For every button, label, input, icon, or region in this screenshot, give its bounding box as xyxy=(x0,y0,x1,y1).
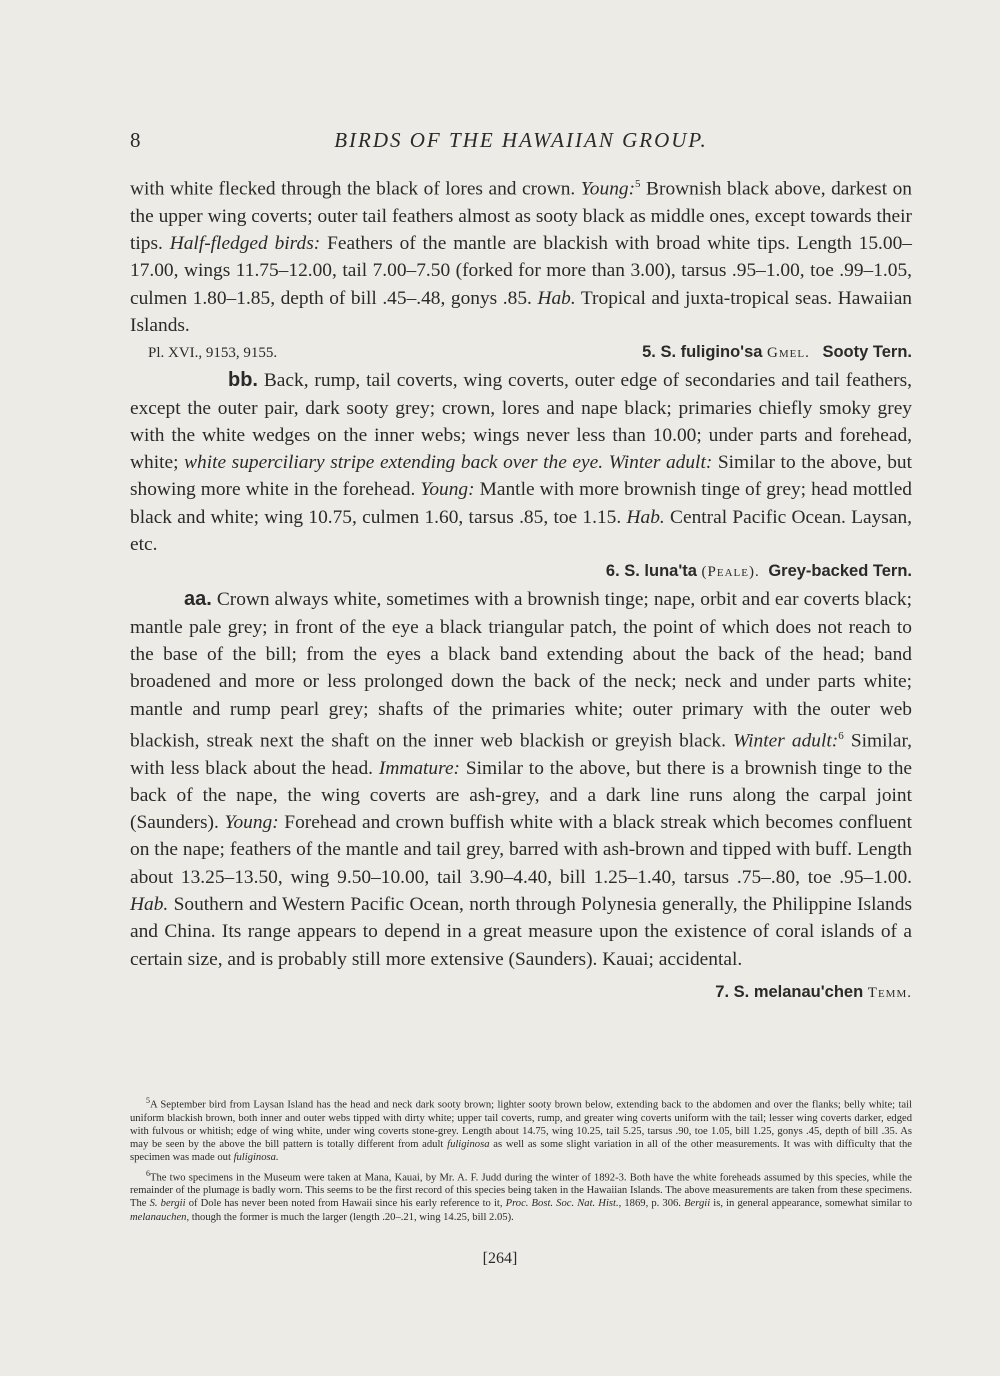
species-heading-7 xyxy=(130,979,912,1007)
italic-text: fuliginosa. xyxy=(233,1152,279,1164)
text-run: is, in general appearance, somewhat similar to xyxy=(710,1198,913,1210)
winter-adult-label: Winter adult: xyxy=(733,730,839,752)
text-run: Similar, with less black about the head. xyxy=(130,730,913,779)
text-run: as well as some slight variation in all of the other measurements. It was with difficulty that the specimen was made out xyxy=(130,1139,912,1164)
italic-text: Proc. Bost. Soc. Nat. Hist. xyxy=(505,1198,619,1210)
text-run: A September bird from Laysan Island has the head and neck dark sooty brown; lighter sooty brown below, extending back to the abdomen and over the flanks; belly white; tail uniform blackish brown, both inner and outer webs tipped with dirty white; upper tail coverts, rump, and greater wing coverts uniform with the tail; lesser wing coverts darker, edged with fulvous or whitish; edge of wing white, under wing coverts stone-grey. Length about 14.75, wing 10.25, tail 5.25, tarsus .90, toe 1.05, bill 1.25, gonys .45, depth of bill .35. As may be seen by the above the bill pattern is totally different from adult xyxy=(130,1099,912,1151)
italic-text: S. bergii xyxy=(149,1198,186,1210)
text-run: Similar to the above, but showing more white in the forehead. xyxy=(130,452,912,501)
text-run: Central Pacific Ocean. Laysan, etc. xyxy=(130,506,913,556)
hab-label: Hab. xyxy=(626,506,665,528)
italic-text: Bergii xyxy=(684,1198,711,1210)
common-name: Sooty Tern. xyxy=(822,343,912,362)
species-name: 7. S. melanau'chen xyxy=(715,982,864,1001)
footnote-5 xyxy=(130,1094,912,1165)
young-label: Young: xyxy=(420,479,475,501)
key-marker: aa. xyxy=(184,588,212,611)
hab-label: Hab. xyxy=(537,287,576,309)
text-run: , 1869, p. 306. xyxy=(618,1198,685,1210)
footnote-ref: 5 xyxy=(635,178,641,190)
italic-text: white superciliary stripe extending back over the eye. xyxy=(184,452,604,474)
paragraph-sooty-tern-cont xyxy=(130,171,912,339)
key-marker: bb. xyxy=(228,369,258,392)
species-author: Gmel. xyxy=(767,345,810,362)
page-header xyxy=(130,128,912,162)
plate-reference: Pl. XVI., 9153, 9155. xyxy=(148,345,278,362)
footnote-number: 5 xyxy=(146,1096,150,1105)
species-name: 6. S. luna'ta xyxy=(605,562,697,581)
species-author: Temm. xyxy=(867,984,912,1001)
text-run: Brownish black above, darkest on the upper wing coverts; outer tail feathers almost as sooty black as middle ones, except towards their tips. xyxy=(130,178,912,255)
text-run: Southern and Western Pacific Ocean, north through Polynesia generally, the Philippine Islands and China. Its range appears to depend in a great measure upon the existence of coral islands of a certain size, and is probably still more extensive (Saunders). Kauai; accidental. xyxy=(130,894,912,970)
text-run: Crown always white, sometimes with a brownish tinge; nape, orbit and ear coverts black; mantle pale grey; in front of the eye a black triangular patch, the point of which does not reach to the base of the bill; from the eyes a black band extending about the back of the head; band broadened and more or less prolonged down the back of the neck; neck and under parts white; mantle and rump pearl grey; shafts of the primaries white; outer primary with the outer web blackish, streak next the shaft on the inner web blackish or greyish black. xyxy=(130,589,912,752)
immature-label: Immature: xyxy=(378,757,461,779)
species-author: (Peale). xyxy=(701,564,760,581)
species-heading-5 xyxy=(130,339,912,367)
footnote-number: 6 xyxy=(146,1168,150,1178)
italic-text: melanauchen xyxy=(130,1211,187,1223)
text-run: Similar to the above, but there is a brownish tinge to the back of the nape, the wing coverts are ash-grey, and a dark line runs along the carpal joint (Saunders). xyxy=(130,757,912,834)
text-run: Feathers of the mantle are blackish with broad white tips. Length 15.00–17.00, wings 11.75–12.00, tail 7.00–7.50 (forked for more than 3.00), tarsus .95–1.00, toe .99–1.05, culmen 1.80–1.85, depth of bill .45–.48, gonys .85. xyxy=(130,233,912,309)
species-heading-6 xyxy=(130,558,912,586)
text-run: Back, rump, tail coverts, wing coverts, outer edge of secondaries and tail feathers, except the outer pair, dark sooty grey; crown, lores and nape black; primaries chiefly smoky grey with the white wedges on the inner webs; wings never less than 10.00; under parts and forehead, white; xyxy=(130,370,912,474)
page-number: 8 xyxy=(130,128,141,152)
folio-number: [264] xyxy=(482,1250,518,1267)
text-run: The two specimens in the Museum were taken at Mana, Kauai, by Mr. A. F. Judd during the winter of 1892-3. Both have the white foreheads assumed by this species, while the remainder of the plumage is badly worn. This seems to be the first record of this species being taken in the Hawaiian Islands. The above measurements are taken from these specimens. The xyxy=(130,1172,912,1210)
footnote-ref: 6 xyxy=(838,729,844,742)
text-run: , though the former is much the larger (length .20–.21, wing 14.25, bill 2.05). xyxy=(186,1211,514,1223)
common-name: Grey-backed Tern. xyxy=(768,562,912,581)
species-name: 5. S. fuligino'sa xyxy=(642,343,763,362)
species-name-row xyxy=(642,339,912,367)
young-label: Young: xyxy=(224,812,279,834)
text-run: with white flecked through the black of lores and crown. xyxy=(130,178,581,200)
text-run: Mantle with more brownish tinge of grey; head mottled black and white; wing 10.75, culmen 1.60, tarsus .85, toe 1.15. xyxy=(130,479,913,528)
paragraph-key-aa xyxy=(130,586,912,973)
text-run: of Dole has never been noted from Hawaii since his early reference to it, xyxy=(185,1198,506,1210)
footnotes xyxy=(130,1094,912,1226)
running-title: BIRDS OF THE HAWAIIAN GROUP. xyxy=(334,128,708,152)
winter-adult-label: Winter adult: xyxy=(608,452,713,474)
hab-label: Hab. xyxy=(130,894,169,916)
italic-text: fuliginosa xyxy=(447,1139,490,1151)
text-run: Forehead and crown buffish white with a black streak which becomes confluent on the nape; feathers of the mantle and tail grey, barred with ash-brown and tipped with buff. Length about 13.25–13.50, wing 9.50–10.00, tail 3.90–4.40, bill 1.25–1.40, tarsus .75–.80, toe .95–1.00. xyxy=(130,812,912,888)
young-label: Young: xyxy=(580,178,636,200)
paragraph-key-bb xyxy=(130,367,912,558)
main-text xyxy=(130,171,912,1007)
half-fledged-label: Half-fledged birds: xyxy=(169,233,321,255)
footnote-6 xyxy=(130,1167,912,1224)
text-run: Tropical and juxta-tropical seas. Hawaiian Islands. xyxy=(130,287,912,336)
